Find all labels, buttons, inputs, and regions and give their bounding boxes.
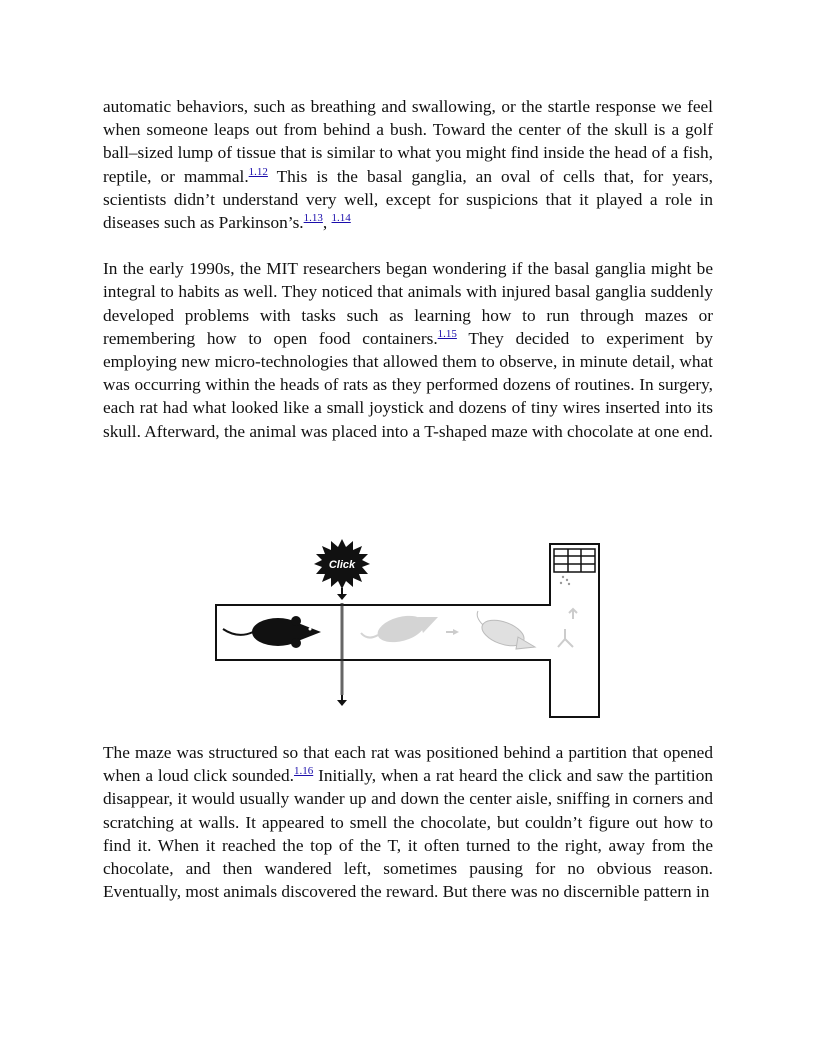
partition [338,603,346,695]
paragraph-3 [103,741,713,903]
ghost-rat-icon [361,611,438,647]
t-maze-figure [213,537,603,722]
page-text-bottom [103,741,713,903]
arrow-right-icon [446,629,459,635]
body-text: automatic behaviors, such as breathing and swallowing, or the startle response we feel when someone leaps out from behind a bush. Toward the center of the skull is a golf ball–sized lump of tissue that is similar to what you might find inside the head of a fish, reptile, or mammal. [103,97,713,186]
body-text: Initially, when a rat heard the click and saw the partition disappear, it would usually wander up and down the center aisle, sniffing in corners and scratching at walls. It appeared to smell the chocolate, but couldn’t figure out how to find it. When it reached the top of the T, it often turned to the right, away from the chocolate, and then wandered left, sometimes pausing for no obvious reason. Eventually, most animals discovered the reward. But there was no discernible pattern in [103,766,714,902]
arrow-down-top-icon [337,588,347,600]
body-text: In the early 1990s, the MIT researchers began wondering if the basal ganglia might be integral to habits as well. They noticed that animals with injured basal ganglia suddenly developed problems with tasks such as learning how to run through mazes or remembering how to open food containers. [103,259,713,348]
footnote-ref-link[interactable]: 1.15 [437,327,457,340]
chocolate-icon [554,549,595,572]
paragraph-1 [103,95,713,234]
arrow-down-bottom-icon [337,695,347,706]
arrow-up-icon [569,609,577,619]
body-text: They decided to experiment by employing new micro-technologies that allowed them to observe, in minute detail, what was occurring within the heads of rats as they performed dozens of routines. In surgery, each rat had what looked like a small joystick and dozens of tiny wires inserted into its skull. Afterward, the animal was placed into a T-shaped maze with chocolate at one end. [103,328,713,441]
ghost-rat-icon [477,611,535,651]
body-text: , [322,213,332,233]
footnote-ref-link[interactable]: 1.12 [248,165,268,178]
dots [560,576,570,585]
rat-icon [223,616,321,648]
click-label: Click [328,559,356,571]
footnote-ref-link[interactable]: 1.14 [331,212,351,225]
paragraph-2 [103,257,713,443]
body-text: This is the basal ganglia, an oval of cells that, for years, scientists didn’t understand very well, except for suspicions that it played a role in diseases such as Parkinson’s. [103,166,713,233]
body-text: The maze was structured so that each rat was positioned behind a partition that opened when a loud click sounded. [103,743,713,786]
page-text-top [103,95,713,443]
click-starburst-icon [314,539,370,589]
footnote-ref-link[interactable]: 1.13 [303,212,323,225]
arrow-fork-icon [558,629,573,647]
t-maze-illustration [213,537,603,722]
footnote-ref-link[interactable]: 1.16 [293,765,314,778]
